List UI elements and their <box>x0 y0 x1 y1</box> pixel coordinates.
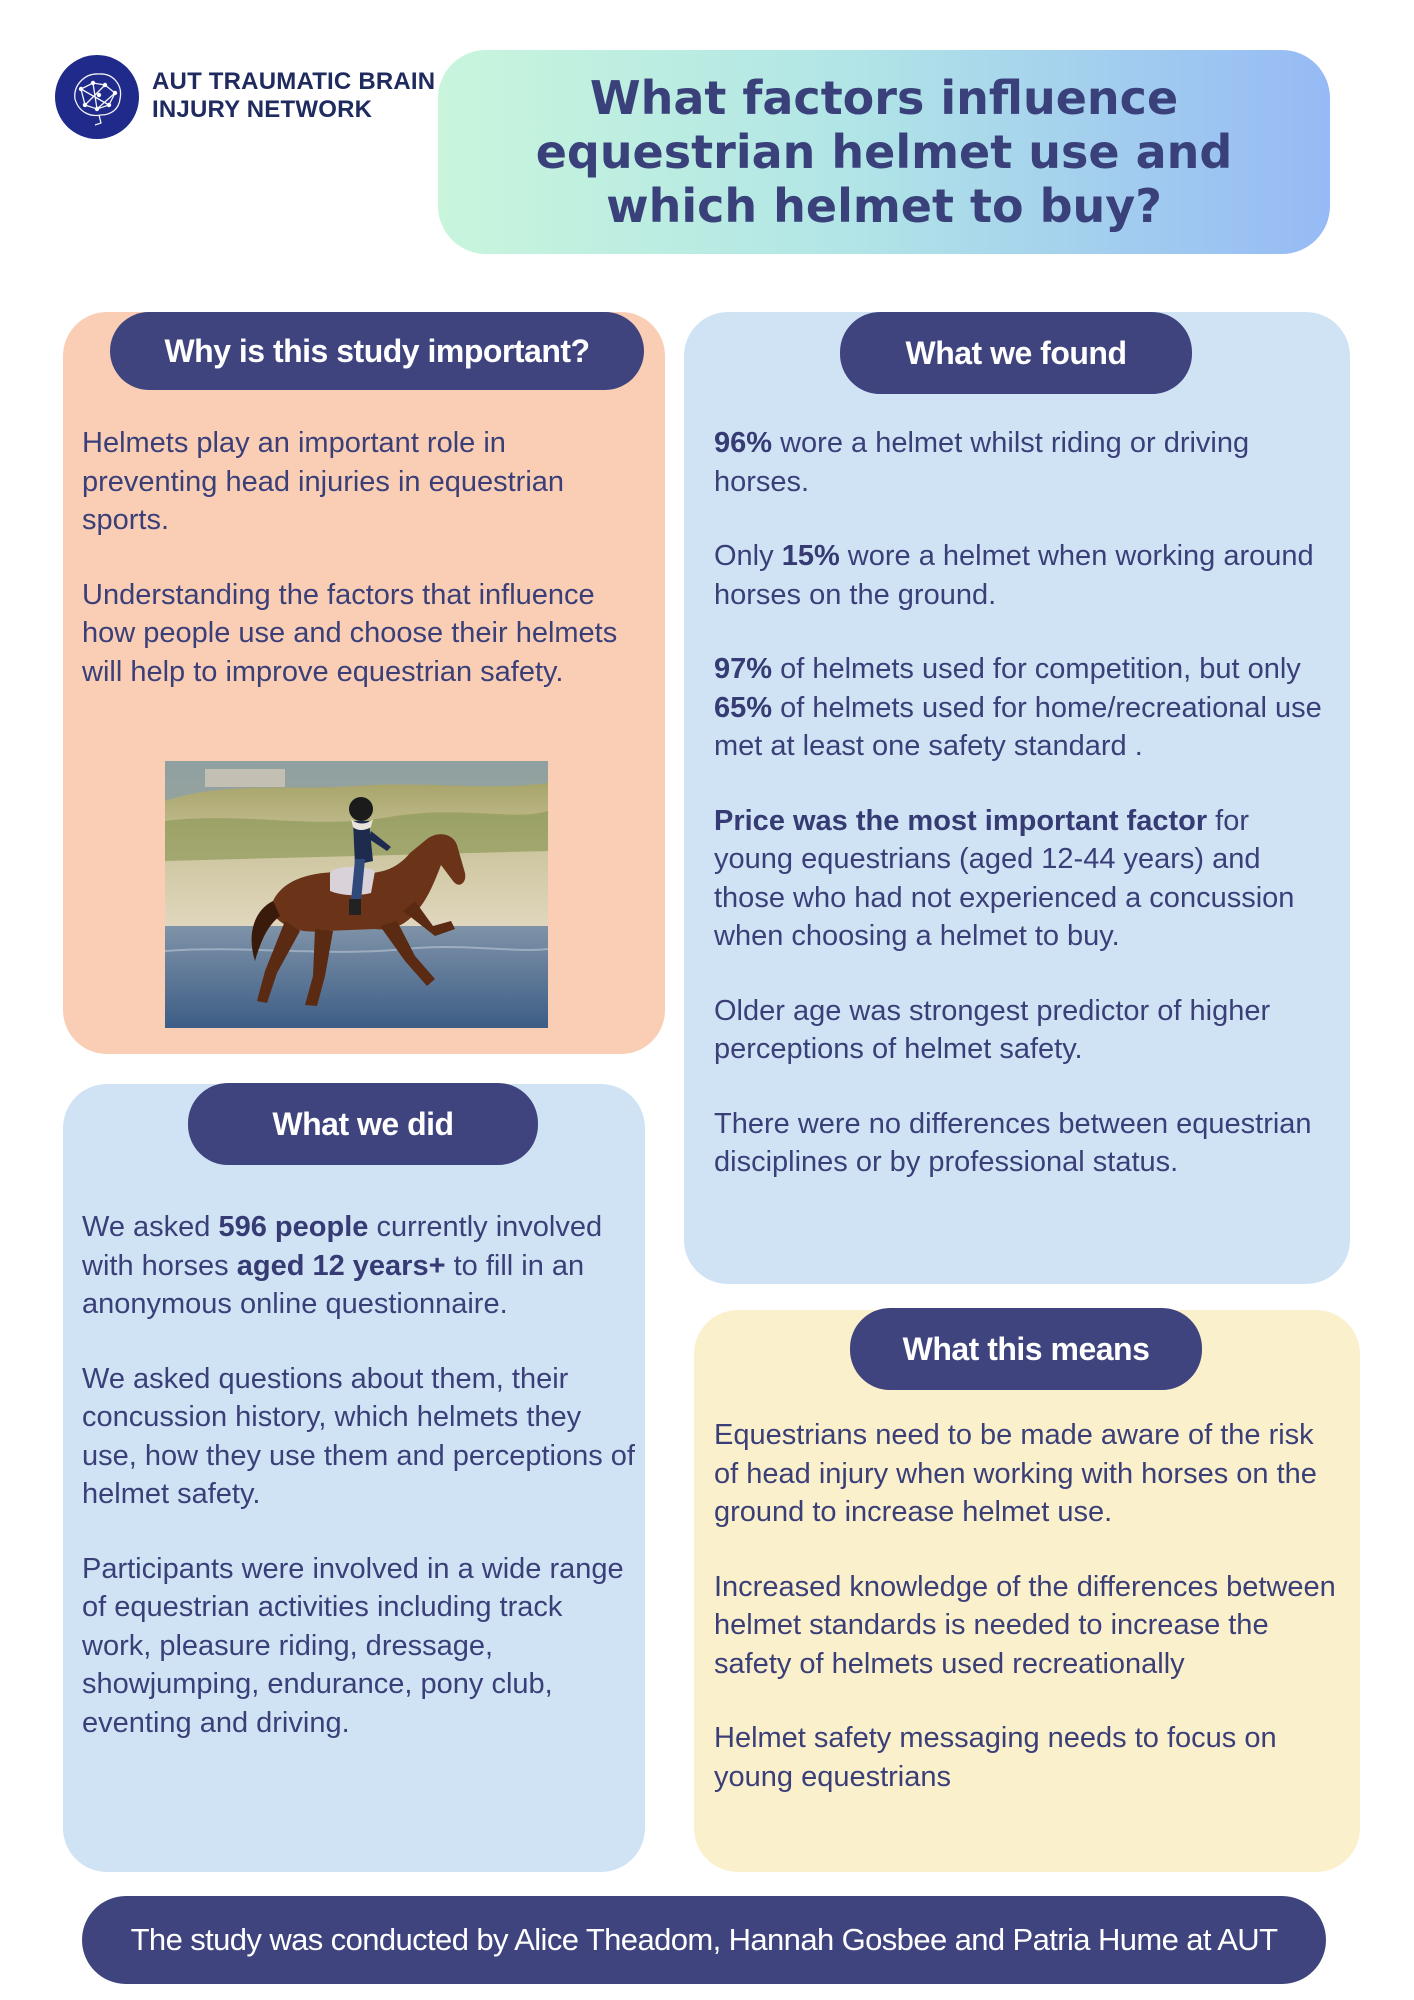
did-paragraph-1 <box>82 1208 637 1324</box>
did-paragraph-3: Participants were involved in a wide range of equestrian activities including track work, pleasure riding, dressage, showjumping, endurance, pony club, eventing and driving. <box>82 1552 624 1739</box>
finding-2-text: wore a helmet when working around horses on the ground. <box>714 540 1314 611</box>
did-text <box>82 1208 637 1778</box>
finding-3-stat-2: 65% <box>714 691 773 724</box>
brain-network-icon <box>55 55 139 139</box>
finding-1 <box>714 424 1334 501</box>
did-p1-bold-1: 596 people <box>218 1211 369 1243</box>
why-paragraph-1: Helmets play an important role in preventing head injuries in equestrian sports. <box>82 427 565 536</box>
finding-3-text: of helmets used for home/recreational use met at least one safety standard . <box>714 691 1322 762</box>
why-paragraph-2: Understanding the factors that influence how people use and choose their helmets will help to improve equestrian safety. <box>82 578 618 688</box>
finding-2 <box>714 537 1334 614</box>
means-text <box>714 1416 1344 1832</box>
horse-rider-photo <box>165 761 548 1028</box>
finding-5: Older age was strongest predictor of higher perceptions of helmet safety. <box>714 994 1271 1065</box>
finding-3-stat-1: 97% <box>714 653 773 685</box>
footer-credits: The study was conducted by Alice Theadom, Hannah Gosbee and Patria Hume at AUT <box>82 1896 1326 1984</box>
why-heading: Why is this study important? <box>110 312 644 390</box>
finding-4-text: for young equestrians (aged 12-44 years) and those who had not experienced a concussion when choosing a helmet to buy. <box>714 804 1295 952</box>
found-heading: What we found <box>840 312 1192 394</box>
org-name: AUT TRAUMATIC BRAIN INJURY NETWORK <box>152 68 436 123</box>
finding-4 <box>714 802 1334 956</box>
did-p1-bold-2: aged 12 years+ <box>236 1249 446 1282</box>
finding-1-text: wore a helmet whilst riding or driving horses. <box>714 427 1250 498</box>
finding-6: There were no differences between equestrian disciplines or by professional status. <box>714 1107 1312 1178</box>
finding-1-stat: 96% <box>714 427 773 459</box>
means-paragraph-3: Helmet safety messaging needs to focus on young equestrians <box>714 1722 1277 1793</box>
did-p1-rest: to fill in an anonymous online questionnaire. <box>82 1249 585 1320</box>
finding-3-mid: of helmets used for competition, but only <box>772 653 1301 685</box>
finding-4-bold: Price was the most important factor <box>714 804 1208 837</box>
did-heading: What we did <box>188 1083 538 1165</box>
page-title: What factors influence equestrian helmet use and which helmet to buy? <box>535 71 1233 233</box>
means-paragraph-1: Equestrians need to be made aware of the risk of head injury when working with horses on the ground to increase helmet use. <box>714 1419 1317 1528</box>
finding-2-pre: Only <box>714 540 782 572</box>
means-heading: What this means <box>850 1308 1202 1390</box>
finding-3 <box>714 650 1334 766</box>
title-banner <box>438 50 1330 254</box>
means-paragraph-2: Increased knowledge of the differences between helmet standards is needed to increase the safety of helmets used recreationally <box>714 1570 1336 1680</box>
why-text <box>82 424 642 727</box>
found-text <box>714 424 1334 1218</box>
finding-2-stat: 15% <box>781 540 840 572</box>
did-p1-pre: We asked <box>82 1211 219 1243</box>
did-p1-mid: currently involved with horses <box>82 1211 603 1282</box>
did-paragraph-2: We asked questions about them, their concussion history, which helmets they use, how they use them and perceptions of helmet safety. <box>82 1362 635 1510</box>
